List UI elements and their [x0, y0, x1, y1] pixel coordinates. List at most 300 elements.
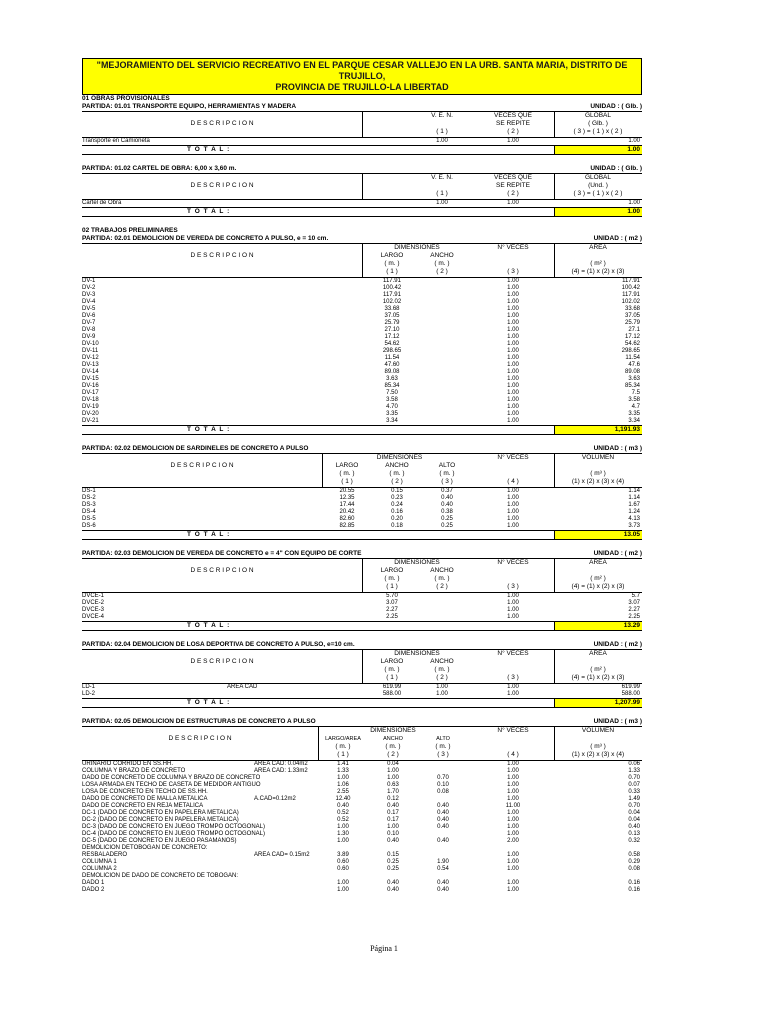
row-veces: 1.00 [507, 775, 519, 781]
col-header-ancho: ANCHO [430, 567, 454, 574]
row-description: DV-12 [82, 355, 99, 361]
col-unit-largo: ( m. ) [384, 666, 400, 673]
row-largo: 17.44 [339, 502, 355, 508]
col-index-2: ( 2 ) [507, 128, 519, 135]
row-area: 54.62 [624, 341, 640, 347]
col-header-veces-2: SE REPITE [496, 182, 530, 189]
row-note: A.CAD=0.12m2 [254, 796, 296, 802]
row-ancho: 1.00 [387, 768, 399, 774]
row-veces: 1.00 [507, 796, 519, 802]
row-description: DS-2 [82, 495, 96, 501]
row-area: 117.91 [622, 278, 640, 284]
col-unit-alto: ( m. ) [435, 743, 451, 750]
table-row [82, 418, 642, 425]
total-value: 1.00 [554, 146, 642, 154]
row-ancho: 0.40 [387, 880, 399, 886]
partida-header [82, 445, 642, 453]
table-row [82, 502, 642, 509]
table-row [82, 355, 642, 362]
col-unit-ancho: ( m. ) [434, 666, 450, 673]
partida-02-04 [82, 641, 642, 708]
row-area: 3.34 [628, 418, 640, 424]
row-veces: 1.00 [507, 341, 519, 347]
table-row [82, 516, 642, 523]
col-index-2: ( 2 ) [507, 190, 519, 197]
col-header-veces-1: VECES QUE [494, 112, 532, 119]
row-note: AREA CAD [227, 684, 258, 690]
partida-header [82, 103, 642, 111]
row-volumen: 0.70 [628, 775, 640, 781]
partida-02-05 [82, 718, 642, 894]
table-row [82, 768, 642, 775]
row-volumen: 4.13 [628, 516, 640, 522]
row-description: DV-11 [82, 348, 99, 354]
row-ancho: 0.40 [387, 838, 399, 844]
row-veces: 1.00 [507, 285, 519, 291]
row-alto: 0.37 [441, 488, 453, 494]
table-row [82, 397, 642, 404]
row-ven: 1.00 [436, 200, 448, 206]
row-volumen: 1.33 [628, 768, 640, 774]
row-largo: 37.05 [384, 313, 400, 319]
row-area: 5.7 [631, 593, 640, 599]
row-volumen: 3.73 [628, 523, 640, 529]
row-area: 4.7 [631, 404, 640, 410]
col-header-global-2: (Und. ) [588, 182, 608, 189]
col-header-descripcion: D E S C R I P C I O N [190, 182, 254, 189]
row-alto: 0.40 [437, 810, 449, 816]
col-header-nveces: N° VECES [497, 650, 529, 657]
row-description: COLUMNA Y BRAZO DE CONCRETO [82, 768, 186, 774]
row-veces: 1.00 [507, 593, 519, 599]
row-description: DV-17 [82, 390, 99, 396]
row-global: 1.00 [628, 138, 640, 144]
row-veces: 1.00 [507, 362, 519, 368]
col-index-5: (1) x (2) x (3) x (4) [571, 751, 625, 758]
row-largo: 0.60 [337, 866, 349, 872]
row-note: AREA CAD: 1.33m2 [254, 768, 308, 774]
row-veces: 1.00 [507, 383, 519, 389]
row-area: 3.63 [628, 376, 640, 382]
title-line-2: PROVINCIA DE TRUJILLO-LA LIBERTAD [275, 82, 449, 92]
table-row [82, 859, 642, 866]
table-row [82, 292, 642, 299]
section-heading-02: 02 TRABAJOS PRELIMINARES [82, 227, 178, 234]
partida-table [82, 558, 642, 592]
row-veces: 1.00 [507, 810, 519, 816]
col-header-volumen: VOLUMEN [581, 454, 615, 461]
row-area: 2.25 [628, 614, 640, 620]
row-ancho: 0.15 [391, 488, 403, 494]
row-area: 37.05 [624, 313, 640, 319]
col-index-3: ( 3 ) [441, 478, 453, 485]
row-veces: 1.00 [507, 600, 519, 606]
row-veces: 1.00 [507, 523, 519, 529]
row-largo: 588.00 [382, 691, 402, 697]
col-unit-largo: ( m. ) [384, 260, 400, 267]
col-index-3: ( 3 ) = ( 1 ) x ( 2 ) [573, 190, 623, 197]
row-alto: 0.54 [437, 866, 449, 872]
row-description: DV-19 [82, 404, 99, 410]
partida-unit: UNIDAD : ( m3 ) [593, 445, 642, 452]
row-ancho: 0.16 [391, 509, 403, 515]
spreadsheet-sheet [82, 58, 642, 894]
col-index-1: ( 1 ) [436, 190, 448, 197]
col-unit-ancho: ( m. ) [434, 575, 450, 582]
row-note: AREA CAD: 0.04m2 [254, 761, 308, 767]
table-body [82, 277, 642, 425]
row-volumen: 0.29 [628, 859, 640, 865]
row-largo: 82.85 [339, 523, 355, 529]
row-largo: 4.70 [386, 404, 398, 410]
col-header-descripcion: D E S C R I P C I O N [168, 735, 232, 742]
partida-table [82, 243, 642, 277]
col-index-2: ( 2 ) [391, 478, 403, 485]
table-row [82, 831, 642, 838]
col-index-2: ( 2 ) [436, 674, 448, 681]
col-unit-volumen: ( m³ ) [590, 470, 606, 477]
row-description: DV-3 [82, 292, 96, 298]
row-volumen: 0.16 [628, 880, 640, 886]
table-row [82, 320, 642, 327]
table-row [82, 845, 642, 852]
row-veces: 1.00 [507, 502, 519, 508]
row-veces: 1.00 [507, 495, 519, 501]
total-label: T O T A L : [187, 531, 231, 538]
col-unit-area: ( m² ) [590, 260, 606, 267]
row-largo: 12.40 [335, 796, 351, 802]
row-description: DS-6 [82, 523, 96, 529]
partida-header [82, 641, 642, 649]
table-row [82, 873, 642, 880]
row-global: 1.00 [628, 200, 640, 206]
partida-unit: UNIDAD : ( m2 ) [593, 550, 642, 557]
row-alto: 0.40 [437, 838, 449, 844]
row-description: COLUMNA 2 [82, 866, 117, 872]
table-row [82, 411, 642, 418]
table-row [82, 348, 642, 355]
partida-title: PARTIDA: 02.04 DEMOLICION DE LOSA DEPORTIVA DE CONCRETO A PULSO, e=10 cm. [82, 641, 355, 648]
col-unit-area: ( m² ) [590, 666, 606, 673]
row-alto: 0.40 [437, 824, 449, 830]
row-description: Transporte en Camioneta [82, 138, 150, 144]
col-unit-largo: ( m. ) [339, 470, 355, 477]
row-veces: 1.00 [507, 313, 519, 319]
row-volumen: 0.16 [628, 887, 640, 893]
col-index-1: ( 1 ) [337, 751, 349, 758]
table-row [82, 600, 642, 607]
col-header-global-1: GLOBAL [584, 174, 611, 181]
table-row [82, 775, 642, 782]
row-description: DS-1 [82, 488, 96, 494]
table-body [82, 487, 642, 530]
row-description: DV-7 [82, 320, 96, 326]
row-volumen: 0.08 [628, 866, 640, 872]
total-value: 1,191.93 [554, 426, 642, 434]
row-ancho: 0.17 [387, 810, 399, 816]
row-veces: 1.00 [507, 859, 519, 865]
row-ancho: 0.17 [387, 817, 399, 823]
table-body [82, 683, 642, 698]
table-row [82, 137, 642, 145]
row-largo: 12.35 [339, 495, 355, 501]
partida-unit: UNIDAD : ( Glb. ) [590, 103, 642, 110]
col-index-3: ( 3 ) [507, 268, 519, 275]
table-row [82, 376, 642, 383]
col-header-alto: ALTO [438, 462, 456, 469]
total-row [82, 698, 642, 708]
row-ancho: 0.40 [387, 803, 399, 809]
row-ancho: 0.63 [387, 782, 399, 788]
col-index-3: ( 3 ) [507, 674, 519, 681]
partida-title: PARTIDA: 02.02 DEMOLICION DE SARDINELES DE CONCRETO A PULSO [82, 445, 309, 452]
row-alto: 0.40 [437, 803, 449, 809]
row-alto: 0.25 [441, 523, 453, 529]
row-description: DV-13 [82, 362, 99, 368]
row-largo: 2.25 [386, 614, 398, 620]
row-alto: 0.10 [437, 782, 449, 788]
col-header-dimensiones: DIMENSIONES [394, 650, 440, 657]
row-veces: 1.00 [507, 292, 519, 298]
row-largo: 3.34 [386, 418, 398, 424]
col-header-descripcion: D E S C R I P C I O N [190, 120, 254, 127]
row-area: 588.00 [621, 691, 640, 697]
row-largo: 117.91 [383, 292, 401, 298]
row-description: COLUMNA 1 [82, 859, 117, 865]
row-veces: 1.00 [507, 369, 519, 375]
row-description: DVCE-3 [82, 607, 105, 613]
row-largo: 3.89 [337, 852, 349, 858]
table-row [82, 199, 642, 207]
col-unit-largo: ( m. ) [384, 575, 400, 582]
table-row [82, 278, 642, 285]
row-largo: 3.35 [386, 411, 398, 417]
row-description: DADO DE CONCRETO DE MALLA METALICA [82, 796, 208, 802]
row-veces: 1.00 [507, 866, 519, 872]
row-description: DV-14 [82, 369, 99, 375]
row-volumen: 1.14 [628, 495, 640, 501]
row-veces: 1.00 [507, 411, 519, 417]
row-veces: 1.00 [507, 614, 519, 620]
col-unit-ancho: ( m. ) [434, 260, 450, 267]
total-label: T O T A L : [187, 426, 231, 433]
table-row [82, 866, 642, 873]
col-index-1: ( 1 ) [386, 583, 398, 590]
row-volumen: 0.32 [628, 838, 640, 844]
page-number: Página 1 [370, 944, 398, 953]
row-description: DV-10 [82, 341, 99, 347]
col-unit-largo: ( m. ) [335, 743, 351, 750]
col-header-veces-2: SE REPITE [496, 120, 530, 127]
col-index-3: ( 3 ) = ( 1 ) x ( 2 ) [573, 128, 623, 135]
project-title [82, 58, 642, 95]
row-largo: 1.00 [337, 838, 349, 844]
row-veces: 1.00 [507, 824, 519, 830]
col-header-area: AREA [589, 650, 607, 657]
row-largo: 2.55 [337, 789, 349, 795]
row-veces: 1.00 [507, 376, 519, 382]
table-row [82, 824, 642, 831]
row-alto: 0.40 [437, 887, 449, 893]
col-header-ancho: ANCHO [385, 462, 409, 469]
row-largo: 54.62 [384, 341, 400, 347]
row-alto: 0.40 [441, 495, 453, 501]
row-alto: 0.40 [437, 817, 449, 823]
row-largo: 3.63 [386, 376, 398, 382]
table-row [82, 488, 642, 495]
row-largo: 5.70 [386, 593, 398, 599]
row-veces: 1.00 [507, 782, 519, 788]
total-value: 13.05 [554, 531, 642, 539]
table-row [82, 495, 642, 502]
row-largo: 1.41 [337, 761, 349, 767]
row-veces: 1.00 [507, 320, 519, 326]
row-volumen: 0.33 [628, 789, 640, 795]
table-row [82, 684, 642, 691]
col-header-area: AREA [589, 559, 607, 566]
table-row [82, 341, 642, 348]
row-largo: 3.07 [386, 600, 398, 606]
row-largo: 0.52 [337, 817, 349, 823]
row-largo: 619.99 [382, 684, 402, 690]
table-body [82, 760, 642, 894]
table-body [82, 592, 642, 621]
row-veces: 1.00 [507, 355, 519, 361]
row-largo: 20.55 [339, 488, 355, 494]
row-description: LD-2 [82, 691, 96, 697]
col-header-ven: V. E. N. [431, 174, 453, 181]
row-largo: 0.40 [337, 803, 349, 809]
row-alto: 0.40 [441, 502, 453, 508]
col-index-4: (4) = (1) x (2) x (3) [571, 674, 625, 681]
row-description: DV-16 [82, 383, 99, 389]
row-area: 85.34 [624, 383, 640, 389]
row-description: DV-21 [82, 418, 99, 424]
row-description: DC-5 (DADO DE CONCRETO EN JUEGO PASAMANOS) [82, 838, 237, 844]
col-index-5: (1) x (2) x (3) x (4) [571, 478, 625, 485]
section-heading-01: 01 OBRAS PROVISIONALES [82, 95, 170, 102]
col-index-2: ( 2 ) [436, 583, 448, 590]
row-largo: 85.34 [384, 383, 400, 389]
table-row [82, 390, 642, 397]
row-volumen: 1.14 [628, 488, 640, 494]
partida-title: PARTIDA: 02.03 DEMOLICION DE VEREDA DE CONCRETO e = 4" CON EQUIPO DE CORTE [82, 550, 362, 557]
row-description: DC-3 (DADO DE CONCRETO EN JUEGO TROMPO OCTOGONAL) [82, 824, 266, 830]
row-alto: 0.25 [441, 516, 453, 522]
row-veces: 1.00 [507, 200, 519, 206]
row-largo: 1.06 [337, 782, 349, 788]
row-description: DV-9 [82, 334, 96, 340]
row-largo: 0.52 [337, 810, 349, 816]
row-area: 100.42 [621, 285, 640, 291]
row-alto: 0.08 [437, 789, 449, 795]
row-largo: 47.60 [384, 362, 400, 368]
row-area: 17.12 [624, 334, 640, 340]
row-description: DC-4 (DADO DE CONCRETO EN JUEGO TROMPO OCTOGONAL) [82, 831, 266, 837]
col-header-veces-1: VECES QUE [494, 174, 532, 181]
table-row [82, 880, 642, 887]
table-row [82, 327, 642, 334]
row-ancho: 0.12 [387, 796, 399, 802]
row-veces: 1.00 [507, 852, 519, 858]
row-volumen: 0.04 [628, 817, 640, 823]
row-largo: 298.65 [382, 348, 402, 354]
total-label: T O T A L : [187, 699, 231, 706]
table-row [82, 404, 642, 411]
row-veces: 1.00 [507, 789, 519, 795]
col-header-largo: LARGO [380, 567, 404, 574]
row-veces: 2.00 [507, 838, 519, 844]
row-alto: 1.90 [437, 859, 449, 865]
row-largo: 0.60 [337, 859, 349, 865]
row-largo: 3.58 [386, 397, 398, 403]
table-row [82, 796, 642, 803]
row-veces: 1.00 [507, 761, 519, 767]
row-veces: 1.00 [507, 390, 519, 396]
row-largo: 1.00 [337, 775, 349, 781]
col-index-2: ( 2 ) [436, 268, 448, 275]
row-area: 102.02 [621, 299, 640, 305]
row-description: DS-5 [82, 516, 96, 522]
col-index-4: ( 4 ) [507, 478, 519, 485]
total-row [82, 621, 642, 631]
partida-unit: UNIDAD : ( m3 ) [593, 718, 642, 725]
col-index-4: ( 4 ) [507, 751, 519, 758]
row-ancho: 0.10 [387, 831, 399, 837]
row-ancho: 1.00 [387, 824, 399, 830]
row-ancho: 0.40 [387, 887, 399, 893]
row-volumen: 0.70 [628, 803, 640, 809]
partida-table [82, 111, 642, 137]
row-largo: 117.91 [383, 278, 401, 284]
table-row [82, 789, 642, 796]
total-row [82, 425, 642, 435]
col-header-descripcion: D E S C R I P C I O N [190, 252, 254, 259]
row-description: DV-20 [82, 411, 99, 417]
row-area: 27.1 [628, 327, 640, 333]
col-index-1: ( 1 ) [436, 128, 448, 135]
row-volumen: 1.67 [628, 502, 640, 508]
row-largo: 1.00 [337, 887, 349, 893]
col-header-area: AREA [589, 244, 607, 251]
row-largo: 11.54 [384, 355, 400, 361]
row-description: DS-3 [82, 502, 96, 508]
table-row [82, 607, 642, 614]
row-area: 619.99 [621, 684, 640, 690]
row-ancho: 1.70 [387, 789, 399, 795]
row-veces: 1.00 [507, 831, 519, 837]
row-veces: 1.00 [507, 327, 519, 333]
col-header-nveces: N° VECES [497, 727, 529, 734]
total-value: 13.29 [554, 622, 642, 630]
col-unit-ancho: ( m. ) [385, 743, 401, 750]
row-description: DV-4 [82, 299, 96, 305]
partida-table [82, 726, 642, 760]
row-area: 117.91 [622, 292, 640, 298]
table-row [82, 313, 642, 320]
row-area: 25.79 [624, 320, 640, 326]
col-index-3: ( 3 ) [437, 751, 449, 758]
row-volumen: 0.13 [628, 831, 640, 837]
row-area: 3.07 [628, 600, 640, 606]
col-header-dimensiones: DIMENSIONES [376, 454, 423, 461]
col-header-ancho: ANCHO [383, 736, 403, 742]
col-index-4: (4) = (1) x (2) x (3) [571, 583, 625, 590]
row-largo: 17.12 [384, 334, 400, 340]
col-unit-alto: ( m. ) [439, 470, 455, 477]
row-description: DVCE-1 [82, 593, 105, 599]
table-row [82, 614, 642, 621]
